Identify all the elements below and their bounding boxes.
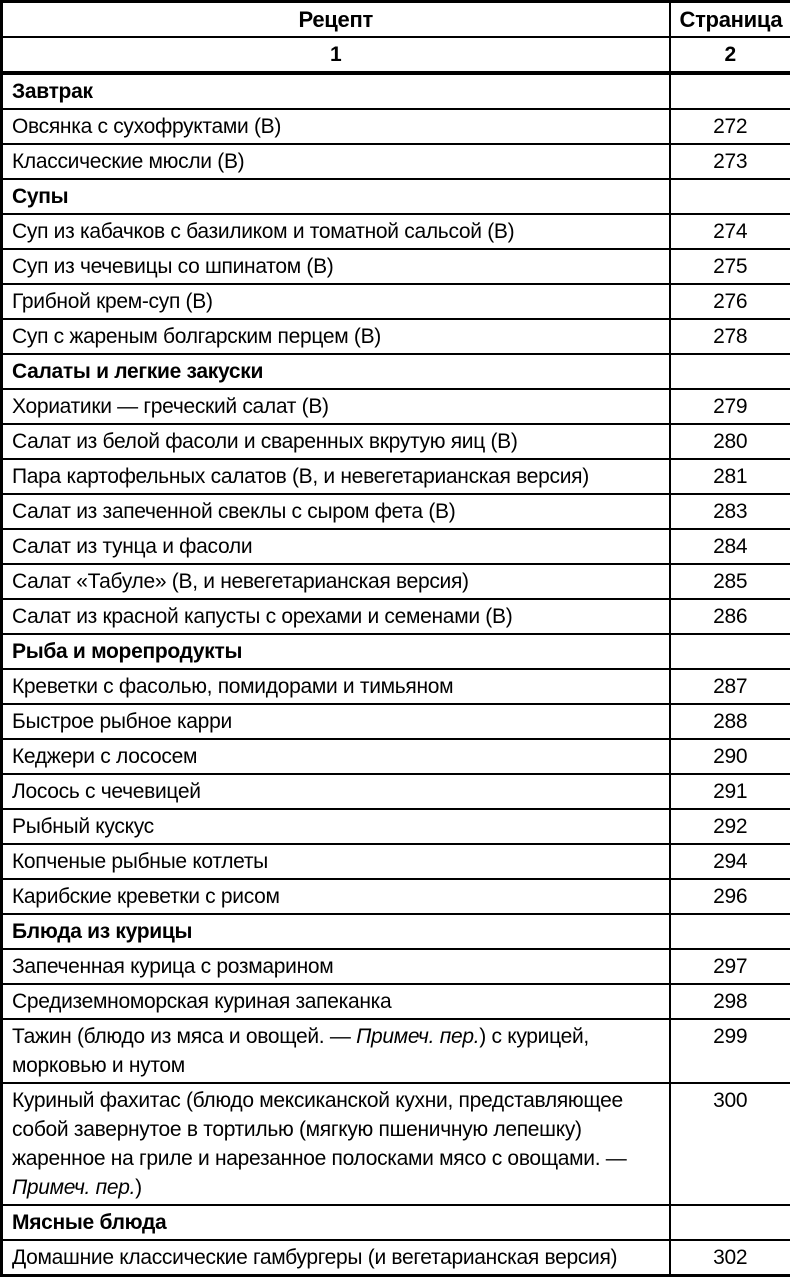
recipe-title: Запеченная курица с розмарином [2,949,670,984]
table-row [2,459,790,494]
table-row [2,389,790,424]
table-row [2,949,790,984]
recipe-title [2,1019,670,1083]
page-cell-empty [670,914,790,949]
section-title: Блюда из курицы [2,914,670,949]
page-number: 273 [670,144,790,179]
recipe-title-text: Куриный фахитас (блюдо мексиканской кухни, представляющее собой завернутое в тортилью (мягкую пшеничную лепешку) жаренное на гриле и нарезанное полосками мясо с овощами. — [12,1089,627,1170]
translator-note: Примеч. пер. [356,1025,479,1048]
page-number: 298 [670,984,790,1019]
column-header-page: Страница [670,2,790,38]
recipe-title: Салат из тунца и фасоли [2,529,670,564]
section-row [2,354,790,389]
recipe-title: Салат из запеченной свеклы с сыром фета (В) [2,494,670,529]
recipe-title: Классические мюсли (В) [2,144,670,179]
table-row [2,844,790,879]
section-row [2,1205,790,1240]
page-number: 296 [670,879,790,914]
recipe-title: Грибной крем-суп (В) [2,284,670,319]
table-row [2,109,790,144]
recipe-title: Средиземноморская куриная запеканка [2,984,670,1019]
table-row [2,599,790,634]
page-number: 287 [670,669,790,704]
page-number: 278 [670,319,790,354]
page-cell-empty [670,354,790,389]
page-number: 294 [670,844,790,879]
section-title: Супы [2,179,670,214]
table-row [2,319,790,354]
page-number: 292 [670,809,790,844]
page-number: 299 [670,1019,790,1083]
recipe-title-text: Тажин (блюдо из мяса и овощей. — [12,1025,356,1048]
section-row [2,634,790,669]
column-number-1: 1 [2,37,670,73]
page-number: 276 [670,284,790,319]
table-row [2,704,790,739]
table-row [2,879,790,914]
recipe-title [2,1083,670,1205]
translator-note: Примеч. пер. [12,1176,135,1199]
table-header-row [2,2,790,38]
page-number: 284 [670,529,790,564]
recipe-title: Рыбный кускус [2,809,670,844]
recipe-title: Салат «Табуле» (В, и невегетарианская версия) [2,564,670,599]
recipe-title: Овсянка с сухофруктами (В) [2,109,670,144]
table-row [2,424,790,459]
column-header-recipe: Рецепт [2,2,670,38]
page-number: 281 [670,459,790,494]
section-row [2,914,790,949]
table-row [2,1083,790,1205]
page-number: 285 [670,564,790,599]
page-number: 279 [670,389,790,424]
recipe-title: Карибские креветки с рисом [2,879,670,914]
table-row [2,494,790,529]
recipe-title: Суп из чечевицы со шпинатом (В) [2,249,670,284]
recipe-title: Салат из белой фасоли и сваренных вкрутую яиц (В) [2,424,670,459]
recipe-title: Лосось с чечевицей [2,774,670,809]
page-number: 297 [670,949,790,984]
recipe-title-text: ) [135,1176,142,1199]
table-row [2,809,790,844]
table-row [2,1240,790,1276]
page-cell-empty [670,634,790,669]
page-number: 280 [670,424,790,459]
page-number: 288 [670,704,790,739]
recipe-title: Пара картофельных салатов (В, и невегетарианская версия) [2,459,670,494]
recipe-title-text: ) с курицей, морковью и нутом [12,1025,589,1077]
page-number: 300 [670,1083,790,1205]
table-row [2,249,790,284]
table-row [2,214,790,249]
table-row [2,739,790,774]
table-row [2,529,790,564]
recipe-title: Кеджери с лососем [2,739,670,774]
page-cell-empty [670,179,790,214]
recipe-title: Хориатики — греческий салат (В) [2,389,670,424]
recipe-title: Домашние классические гамбургеры (и вегетарианская версия) [2,1240,670,1276]
page-number: 286 [670,599,790,634]
page-cell-empty [670,73,790,109]
recipe-title: Креветки с фасолью, помидорами и тимьяном [2,669,670,704]
section-row [2,73,790,109]
recipe-title: Салат из красной капусты с орехами и семенами (В) [2,599,670,634]
page-cell-empty [670,1205,790,1240]
recipe-title: Копченые рыбные котлеты [2,844,670,879]
table-row [2,1019,790,1083]
page-number: 272 [670,109,790,144]
table-row [2,984,790,1019]
section-row [2,179,790,214]
column-numbering-row [2,37,790,73]
section-title: Рыба и морепродукты [2,634,670,669]
section-title: Мясные блюда [2,1205,670,1240]
recipe-title: Суп из кабачков с базиликом и томатной сальсой (В) [2,214,670,249]
page-number: 283 [670,494,790,529]
page-number: 274 [670,214,790,249]
recipe-title: Быстрое рыбное карри [2,704,670,739]
column-number-2: 2 [670,37,790,73]
table-row [2,284,790,319]
table-row [2,144,790,179]
recipe-title: Суп с жареным болгарским перцем (В) [2,319,670,354]
section-title: Салаты и легкие закуски [2,354,670,389]
section-title: Завтрак [2,73,670,109]
table-row [2,564,790,599]
page-number: 302 [670,1240,790,1276]
table-row [2,669,790,704]
page-number: 291 [670,774,790,809]
page-number: 275 [670,249,790,284]
page-number: 290 [670,739,790,774]
table-row [2,774,790,809]
